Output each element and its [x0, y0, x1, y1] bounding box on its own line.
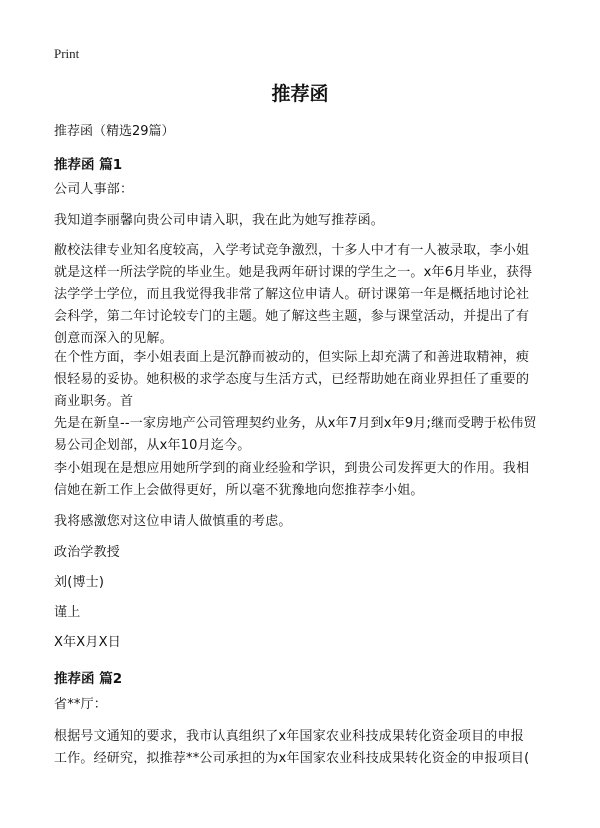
date-line — [54, 632, 548, 654]
text-line: 会科学，第二年讨论较专门的主题。她了解这些主题，参与课堂活动，并提出了有 — [54, 309, 530, 324]
paragraph — [54, 458, 548, 502]
text-line: 在个性方面，李小姐表面上是沉静而被动的，但实际上却充满了和善进取精神，瘐 — [54, 350, 530, 365]
text-line: 刘(博士) — [54, 575, 105, 590]
signature-title — [54, 542, 548, 564]
text-line: 就是这样一所法学院的毕业生。她是我两年研讨课的学生之一。x年6月毕业，获得 — [54, 265, 533, 280]
document-title: 推荐函 — [271, 83, 329, 105]
paragraph — [54, 240, 548, 350]
paragraph — [54, 413, 548, 457]
paragraph — [54, 726, 548, 770]
text-line: 敝校法律专业知名度较高，入学考试竞争激烈，十多人中才有一人被录取，李小姐 — [54, 243, 530, 258]
print-link[interactable]: Print — [54, 46, 80, 61]
text-line: 创意而深入的见解。 — [54, 331, 173, 346]
paragraph — [54, 347, 548, 413]
text-line: 谨上 — [54, 605, 81, 620]
text-line: 省**厅： — [54, 697, 108, 712]
text-line: 公司人事部： — [54, 182, 134, 197]
text-line: 我知道李丽馨向贵公司申请入职，我在此为她写推荐函。 — [54, 213, 385, 228]
section-heading: 推荐函 篇2 — [54, 671, 123, 687]
text-line: 商业职务。首 — [54, 394, 134, 409]
text-line: X年X月X日 — [54, 635, 121, 650]
paragraph — [54, 511, 548, 533]
text-line: 根据号文通知的要求，我市认真组织了x年国家农业科技成果转化资金项目的申报 — [54, 729, 524, 744]
text-line: 法学学士学位，而且我觉得我非常了解这位申请人。研讨课第一年是概括地讨论社 — [54, 287, 530, 302]
closing — [54, 602, 548, 624]
paragraph — [54, 210, 548, 232]
salutation — [54, 179, 548, 201]
signature-name — [54, 572, 548, 594]
text-line: 信她在新工作上会做得更好，所以毫不犹豫地向您推荐李小姐。 — [54, 483, 424, 498]
document-subtitle: 推荐函（精选29篇） — [54, 124, 175, 139]
text-line: 政治学教授 — [54, 545, 121, 560]
salutation — [54, 694, 548, 716]
text-line: 恨轻易的妥协。她积极的求学态度与生活方式，已经帮助她在商业界担任了重要的 — [54, 372, 530, 387]
text-line: 工作。经研究，拟推荐**公司承担的为x年国家农业科技成果转化资金的申报项目( — [54, 751, 530, 766]
section-heading: 推荐函 篇1 — [54, 157, 123, 173]
text-line: 李小姐现在是想应用她所学到的商业经验和学识，到贵公司发挥更大的作用。我相 — [54, 461, 530, 476]
text-line: 易公司企划部，从x年10月迄今。 — [54, 438, 251, 453]
text-line: 先是在新皇--一家房地产公司管理契约业务，从x年7月到x年9月;继而受聘于松伟贸 — [54, 416, 537, 431]
text-line: 我将感激您对这位申请人做慎重的考虑。 — [54, 514, 292, 529]
